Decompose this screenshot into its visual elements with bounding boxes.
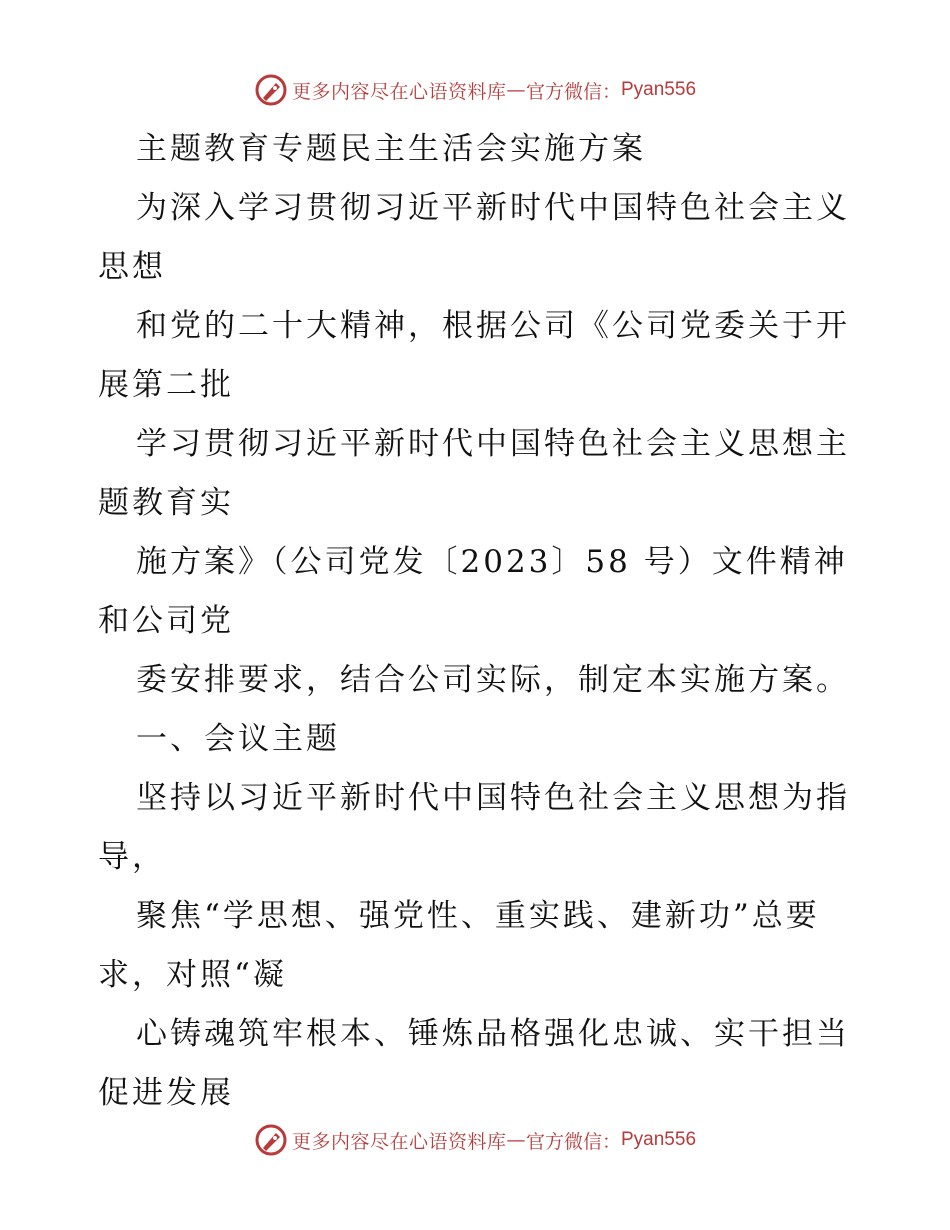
doc-line: 坚持以习近平新时代中国特色社会主义思想为指 (136, 780, 850, 816)
pen-nib-logo-icon (254, 1123, 288, 1157)
doc-line: 委安排要求，结合公司实际，制定本实施方案。 (136, 662, 850, 698)
watermark-dash: — (506, 79, 526, 101)
document-body (98, 120, 858, 1123)
doc-line: 展第二批 (98, 367, 234, 403)
header-watermark (0, 70, 950, 110)
doc-line: 促进发展 (98, 1075, 234, 1111)
watermark-wechat-label: 官方微信： (525, 80, 621, 103)
doc-line: 和党的二十大精神，根据公司《公司党委关于开 (136, 308, 850, 344)
doc-line: 求，对照“凝 (98, 957, 287, 993)
watermark-wechat-id: Pyan556 (621, 79, 697, 100)
doc-line: 学习贯彻习近平新时代中国特色社会主义思想主 (136, 426, 850, 462)
section-heading: 一、会议主题 (136, 721, 340, 757)
doc-line: 为深入学习贯彻习近平新时代中国特色社会主义 (136, 190, 850, 226)
watermark-brand: 更多内容尽在心语资料库 (291, 1130, 507, 1153)
doc-line: 和公司党 (98, 603, 234, 639)
doc-line: 心铸魂筑牢根本、锤炼品格强化忠诚、实干担当 (136, 1016, 850, 1052)
pen-nib-logo-icon (254, 73, 288, 107)
doc-title: 主题教育专题民主生活会实施方案 (136, 131, 646, 167)
doc-line: 导， (98, 839, 166, 875)
watermark-wechat-id: Pyan556 (621, 1129, 697, 1150)
doc-line: 思想 (98, 249, 166, 285)
watermark-wechat-label: 官方微信： (525, 1130, 621, 1153)
watermark-dash: — (506, 1129, 526, 1151)
doc-line: 施方案》（公司党发〔2023〕58 号）文件精神 (136, 544, 848, 580)
watermark-brand: 更多内容尽在心语资料库 (291, 80, 507, 103)
doc-line: 题教育实 (98, 485, 234, 521)
doc-line: 聚焦“学思想、强党性、重实践、建新功”总要 (136, 898, 820, 934)
footer-watermark (0, 1120, 950, 1160)
